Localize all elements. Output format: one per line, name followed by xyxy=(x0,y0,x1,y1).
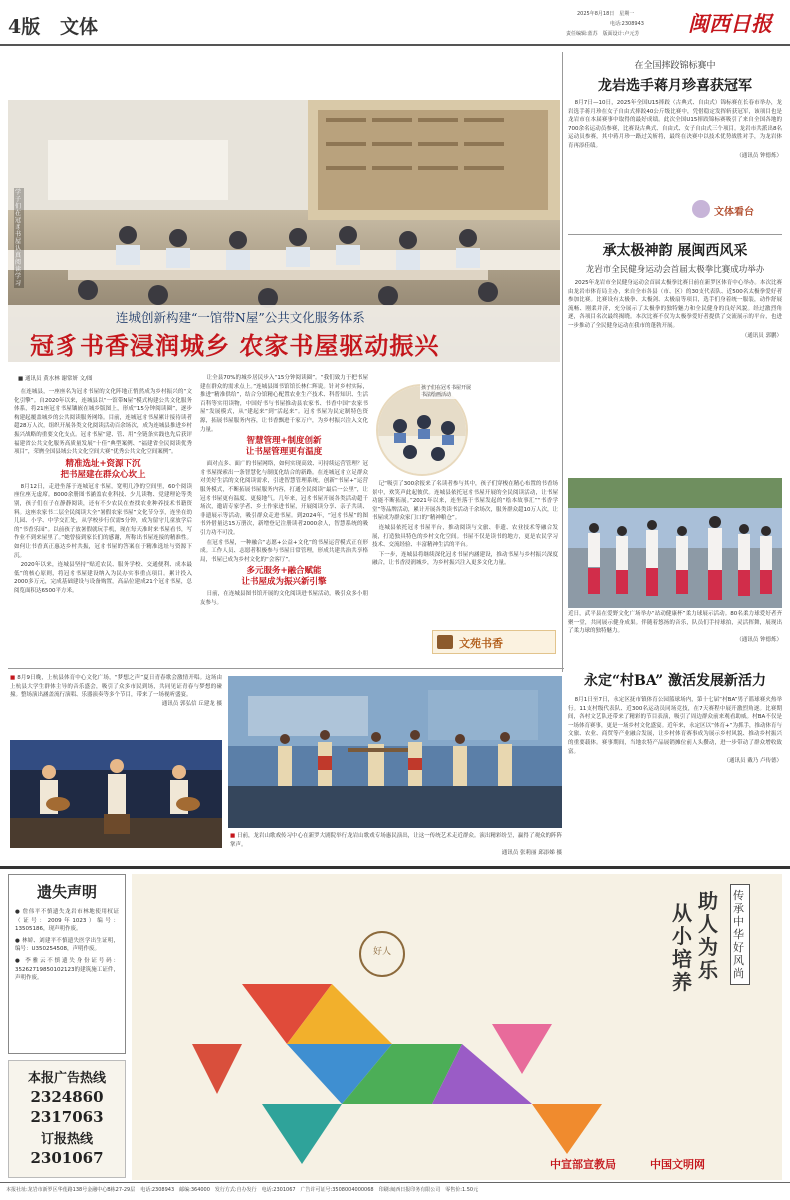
notice-item-3: ● 李雅云不慎遗失身份证号码：35262719850102123的建筑施工证件，声明作废。 xyxy=(15,957,119,982)
news-wrestling xyxy=(568,52,782,252)
athlete-icon xyxy=(692,200,710,218)
ad-phone-2: 2317063 xyxy=(30,1108,104,1126)
ad-hotlines xyxy=(8,1060,126,1178)
news2-body xyxy=(568,279,782,340)
psa-seal: 好人 xyxy=(372,947,391,957)
news1-headline: 龙岩选手蒋月珍喜获冠军 xyxy=(598,78,752,94)
book-icon xyxy=(437,635,453,649)
psa-motto-b: 从小培养 xyxy=(672,901,692,994)
lead-col2b-para: 面对点多、面广的书屋网络，如何实现高效、可持续运营管理？冠豸书屋探索出一条智慧化与制度化结合的新路。在连城冠豸立足群众对美好生活的文化阅读需求，引进智慧管理系统，创新“书屋+”运营服务模式，不断拓展书屋服务内容，打通全民阅读“最后一公里”，让冠豸书屋更有温度、更接地气。几年来，冠豸书屋开展各类活动超千场次，邀请专家学者、乡土作家进书屋，开展阅读分享、亲子共读、非遗展示等活动，吸引群众走进书屋。到2024年，“冠豸书屋”的图书外借量达15万册次，新增登记注册读者2000余人，智慧系统的吸引力功不可没。 xyxy=(200,461,368,536)
ad-phone-3: 2301067 xyxy=(30,1149,104,1167)
children-drawing-image xyxy=(378,386,468,476)
psa-motto-a: 助人为乐 xyxy=(698,889,718,982)
concert-photo xyxy=(10,740,222,848)
news1-body-para: 8月7日—10日，2025年全国U15摔跤（古典式、自由式）锦标赛在长春市举办，龙岩选手蒋月珍在女子自由式摔跤40公斤级比赛中，凭借稳定发挥斩获冠军，该项目也是龙岩市在本届赛事中取得的最好成绩。此次全国U15摔跤锦标赛吸引了来自全国各地的700余名运动员参赛，比赛设古典式、自由式、女子自由式三个项目。龙岩市共派出8名运动员参赛，其中蒋月珍一路过关斩将，最终在决赛中以技术优势战胜对手，为龙岩体育再添佳绩。 xyxy=(568,100,782,149)
editors-line: 责任编辑:蓝苏 版面设计:卢元芳 xyxy=(566,31,640,37)
lead-subhead-1 xyxy=(14,459,192,481)
page-number: 4版 xyxy=(8,16,41,38)
news3-body xyxy=(568,696,782,766)
lead-col2d-para: 日前，在连城县图书馆开展的文化阅读进书屋活动，吸引众多小朋友参与。 xyxy=(200,591,368,606)
lead-subhead-3 xyxy=(200,566,368,588)
lead-subhead-1b: 把书屋建在群众心坎上 xyxy=(60,469,146,480)
photo-marker-icon-2: ■ xyxy=(230,833,237,839)
opera-news-body: 日前，龙岩山歌戏传习中心在新罗大剧院举行龙岩山歌戏专场惠民演出，让这一传统艺术走近群众。演出精彩纷呈，赢得了观众的阵阵掌声。 xyxy=(230,833,562,848)
lead-tag-label: 文苑书香 xyxy=(459,637,503,650)
lead-article xyxy=(0,48,560,668)
news1-tag-label: 文体看台 xyxy=(714,207,754,218)
concert-news-text xyxy=(10,674,222,708)
news3-headline: 永定“村BA” 激活发展新活力 xyxy=(583,673,766,689)
news1-tag xyxy=(692,200,782,220)
lead-byline: ■ 通讯员 黄水林 谢常妍 文/图 xyxy=(18,376,93,382)
footer-text: 本报社址:龙岩市新罗区华莲路138号金融中心B栋27-29层 电话:2308943 邮编:364000 发行方式:自办发行 电话:2301067 广告许可证号:3508004000068 印刷:闽西日报印务有限公司 零售价:1.50元 xyxy=(6,1187,479,1193)
mid-horizontal-rule xyxy=(8,668,564,669)
lead-column-2 xyxy=(200,374,368,608)
taichi-photo xyxy=(568,478,782,608)
notice-item-2: ● 林娇、刘建平不慎遗失医学出生证明，编号：U350254508，声明作废。 xyxy=(15,937,119,953)
lead-col1-para: 在连城县，一座座名为冠豸书屋的文化阵地正悄然成为乡村振兴的“文化引擎”。自2020年以来，连城县以“一馆带N屋”模式构建公共文化服务体系，将21座冠豸书屋镶嵌在城乡版图上，形成“15分钟阅读圈”，逐步构建起覆盖城乡的公共阅读服务网络。目前，连城冠豸书屋累计接待读者超28万人次，组织开展各类文化阅读活动百余场次，成为连城县推进乡村振兴战略的重要文化支点。冠豸书屋“建、管、用”全链条实践也先后获评福建省公共文化服务高质量发展“十佳”典型案例、“福建省全民阅读优秀项目”，荣膺全国县域公共文化空间大赛“优秀公共文化空间案例”。 xyxy=(14,389,192,456)
lead-column-3 xyxy=(372,480,558,569)
opera-news-byline: 通讯员 张莉丽 邱添娣 摄 xyxy=(501,850,562,857)
lead-col1c-para: 2020年以来，连城县坚持“贴近农民、服务学校、交通便利、成本最低”的核心原则，将冠豸书屋建设纳入为民办实事重点项目。累计投入2000多万元，完成基础建设与设备购置，高品位建成21个冠豸书屋，总阅览面积达6500平方米。 xyxy=(14,562,192,594)
psa-banner: 传承中华好风尚 xyxy=(730,884,750,985)
lead-kicker: 连城创新构建“一馆带N屋”公共文化服务体系 xyxy=(116,310,365,325)
psa-poster xyxy=(132,874,782,1180)
masthead-rule xyxy=(0,44,790,46)
paper-logo: 闽西日报 xyxy=(688,11,772,36)
lead-col3c-para: 下一步，连城县将继续深化冠豸书屋内涵建设，推动书屋与乡村振兴深度融合，让书香浸润城乡，为乡村振兴注入更多文化力量。 xyxy=(372,551,558,567)
section-name: 文体 xyxy=(60,16,99,38)
taichi-photo-caption xyxy=(568,610,782,644)
ad-phone-1: 2324860 xyxy=(30,1088,104,1106)
news1-body xyxy=(568,99,782,160)
lead-subhead-1a: 精准选址+资源下沉 xyxy=(65,458,141,469)
bottom-section-rule xyxy=(0,866,790,869)
notice-item-1: ● 詹伟平不慎遗失龙岩市林地使用权证（证号：2009年1023）编号：13505186，现声明作废。 xyxy=(15,909,119,933)
news2-headline: 承太极神韵 展闽西风采 xyxy=(602,243,748,259)
lead-col3a-para: 记“吸引了300余报来了名读者参与其中，孩子们穿梭在精心布置的书香场景中，欢笑声此起彼伏。连城县依托冠豸书屋开展的全民阅读活动，让书屋功能不断拓展。”2021年以来，连坐落于书屋发起的“绘本故事汇”“书香学堂”等品牌活动，累计开展各类读书活动千余场次，服务群众超10万人次，让书屋成为群众家门口的“精神粮仓”。 xyxy=(372,481,558,522)
column-divider xyxy=(562,52,563,672)
news1-byline: （通讯员 钟德炼） xyxy=(736,152,782,159)
concert-news-body: 8月9日晚，上杭县体育中心文化广场，“梦想之声”夏日青春歌会激情开唱。这场由上杭县大学生群体主导的音乐盛会，吸引了众多市民到场，共同见证青春与梦想的碰撞。整场演出涵盖流行演唱、乐器演奏等多个节目，带来了一场视听盛宴。 xyxy=(10,675,223,699)
issue-date: 2025年8月18日 星期一 xyxy=(577,11,635,17)
lead-col2a-para: 让全县70%的城乡居民步入“15分钟阅读圈”。“我们致力于把书屋建在群众的需求点上。”连城县图书馆馆长林仁辉说。针对乡村实际，推进“精准供给”，结合分馆精心配置农业生产技术、科普知识、生活百科等实用读物，中国好书与书屋推动县农家书、书香中国“农家书屋”发展模式，从“建起来”到“活起来”。冠豸书屋为民定制特色资源，拓展书屋服务内容，让书香飘进千家万户，为乡村振兴注入文化力量。 xyxy=(200,375,368,433)
stage-performance-image xyxy=(228,676,562,828)
news1-kicker: 在全国摔跤锦标赛中 xyxy=(634,61,716,71)
lead-subhead-3b: 让书屋成为振兴新引擎 xyxy=(241,577,327,588)
lead-column-1 xyxy=(14,388,192,596)
ad-label-2: 订报热线 xyxy=(40,1132,93,1147)
lead-col2c-para: 在冠豸书屋，一种融合“志愿+公益+文化”的书屋运营模式正在形成。工作人员、志愿者积极参与书屋日常管理，形成共建共治共享格局，书屋已成为乡村文化的“会客厅”。 xyxy=(200,539,368,563)
editor-phone: 电话:2308943 xyxy=(610,21,644,27)
psa-footer-b: 中国文明网 xyxy=(650,1158,705,1171)
lead-col1b-para: 8月12日，走进坐落于连城冠豸书屋，宽明几净的空间里，60个阅读座位座无虚席。8000余册图书涵盖农业科技、少儿读物、党建理论等类别，孩子们在子在静静阅读，还有不少农民在查找农业种养技术书籍资料。这座农家书二层全民阅读大全“暑假农家书屋”文化节分享，连坐在幼儿园、小学、中学交汇处，从学校步行仅需5分钟，成为留守儿童放学后的“书香乐园”。以前孩子放暑假就玩手机，现在每天准时来书屋看书，写作业不到来屋里了。”她曾接到家长们的感谢，所称出书屋连接的精准性。如何让书香真正惠达乡村共振，冠豸书屋的答案在于精准选址与资源下沉。 xyxy=(14,483,192,559)
lead-photo-caption: 学子们在冠豸书屋认真阅读学习 xyxy=(14,188,24,288)
taichi-caption-text: 近日，武平县在爱野文化广场举办“站动健康杯”柔力球展示活动。80名柔力球爱好者齐聚一堂，共同展示健身成果。伴随着悠扬的音乐，队员们手持球拍，灵活挥舞，展现出了柔力球的独特魅力。 xyxy=(568,611,782,635)
lead-headline: 冠豸书香浸润城乡 农家书屋驱动振兴 xyxy=(30,331,440,360)
lead-subhead-2 xyxy=(200,436,368,458)
lead-tag xyxy=(432,630,556,654)
psa-footer-a: 中宣部宣教局 xyxy=(550,1158,616,1171)
news-village-ba xyxy=(568,668,782,860)
photo-marker-icon: ■ xyxy=(10,675,18,681)
lead-col3b-para: 连城县依托冠豸书屋平台，推动阅读与文旅、非遗、农业技术等融合发展，打造独具特色的乡村文化空间。书屋不仅是读书的地方，更是农民学习技术、交流经验、丰富精神生活的平台。 xyxy=(372,524,558,549)
opera-news-text xyxy=(230,832,562,858)
masthead xyxy=(0,0,790,46)
news2-subhead: 龙岩市全民健身运动会首届太极拳比赛成功举办 xyxy=(585,265,765,275)
lead-subhead-2a: 智慧管理+制度创新 xyxy=(246,436,322,447)
lead-subhead-3a: 多元服务+融合赋能 xyxy=(246,566,322,577)
lead-photo xyxy=(8,100,560,362)
opera-photo xyxy=(228,676,562,828)
news3-body-para: 8月1日至7日，永定区抚市镇体育公园篮球场内，第十七届“村BA”男子篮球赛火热举行。11支村级代表队、近300名运动员同场竞技，在7天赛程中展开激烈角逐。比赛期间，各村文艺队还带来了精彩的节目表演，吸引了周边群众前来观看助威。村BA不仅是一场体育赛事，更是一场乡村文化盛宴。近年来，永定区以“体育+”为抓手，推动体育与文旅、农业、商贸等产业融合发展，让乡村体育赛事成为展示乡村风貌、推动乡村振兴的重要载体。赛事期间，当地农特产品展销摊位前人头攒动，进一步带动了群众增收致富。 xyxy=(568,697,782,755)
lead-subhead-2b: 让书屋管理更有温度 xyxy=(245,447,323,458)
news2-byline: （通讯员 郭鹏） xyxy=(741,332,782,339)
concert-news-byline: 通讯员 郭弘信 丘建龙 摄 xyxy=(161,700,222,707)
news1-divider xyxy=(568,234,782,235)
news3-byline: （通讯员 戴乃 卢传德） xyxy=(723,758,782,765)
guitar-performers-image xyxy=(10,740,222,848)
softball-performers-image xyxy=(568,478,782,608)
lost-notice xyxy=(8,874,126,1054)
ad-label-1: 本报广告热线 xyxy=(27,1071,106,1086)
lead-inset-caption: 孩子们在冠豸书屋开展书法绘画活动 xyxy=(421,385,472,398)
taichi-photo-byline: （通讯员 钟德炼） xyxy=(736,636,782,643)
news2-body-para: 2025年龙岩市全民健身运动会首届太极拳比赛日前在新罗区体育中心举办。本次比赛由龙岩市体育局主办，来自全市各县（市、区）的30支代表队、近500名太极拳爱好者参加比赛。比赛设有太极拳、太极剑、太极扇等项目，选手们身着统一服装，动作舒展流畅、刚柔并济，充分展示了太极拳的独特魅力和全民健身的良好风貌。经过激烈角逐，各项目名次最终揭晓。本次比赛不仅为太极拳爱好者提供了交流展示的平台，也进一步推动了全民健身运动在我市的蓬勃开展。 xyxy=(568,280,782,329)
page-footer xyxy=(0,1182,790,1200)
notice-title: 遗失声明 xyxy=(36,883,97,901)
